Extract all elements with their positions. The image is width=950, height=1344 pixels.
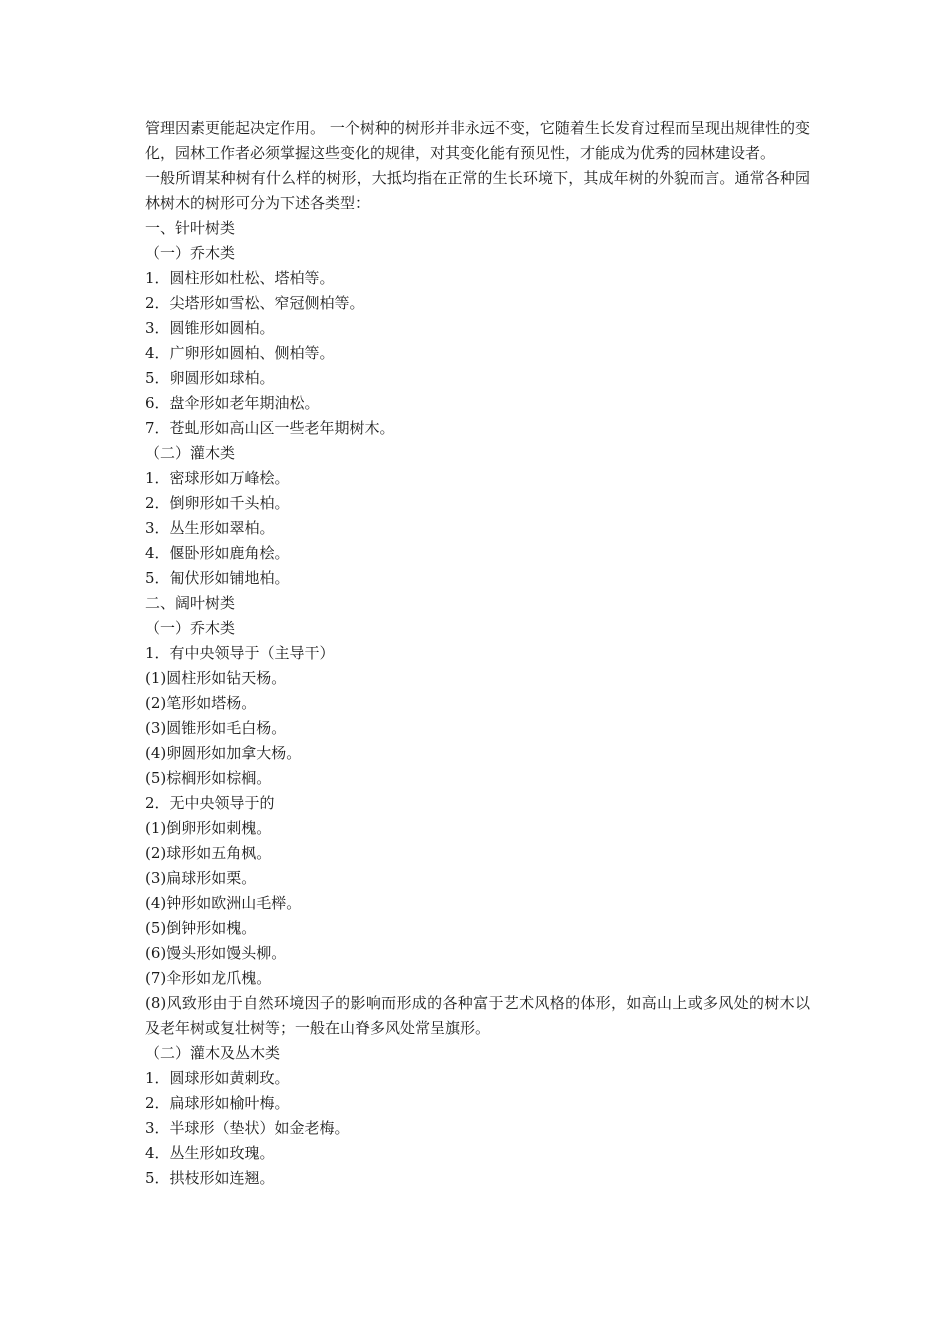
list-item: (1)倒卵形如刺槐。 xyxy=(145,819,272,837)
list-item: 1．圆柱形如杜松、塔柏等。 xyxy=(145,269,335,287)
list-item: 2．扁球形如榆叶梅。 xyxy=(145,1094,290,1112)
list-item: 4．偃卧形如鹿角桧。 xyxy=(145,544,290,562)
list-item: 5．卵圆形如球柏。 xyxy=(145,369,275,387)
list-item: 1．密球形如万峰桧。 xyxy=(145,469,290,487)
subheading-broadleaf-shrubs: （二）灌木及丛木类 xyxy=(145,1044,281,1062)
subheading-conifer-trees: （一）乔木类 xyxy=(145,244,236,262)
list-item: 2．尖塔形如雪松、窄冠侧柏等。 xyxy=(145,294,365,312)
list-item: 1．圆球形如黄刺玫。 xyxy=(145,1069,290,1087)
list-item: 6．盘伞形如老年期油松。 xyxy=(145,394,320,412)
document-page xyxy=(145,116,810,1191)
list-item: 7．苍虬形如高山区一些老年期树木。 xyxy=(145,419,395,437)
list-item: (3)圆锥形如毛白杨。 xyxy=(145,719,287,737)
list-item: 3．半球形（垫状）如金老梅。 xyxy=(145,1119,350,1137)
heading-broadleaf: 二、阔叶树类 xyxy=(145,594,236,612)
paragraph-general: 一般所谓某种树有什么样的树形，大抵均指在正常的生长环境下，其成年树的外貌而言。通常各种园林树木的树形可分为下述各类型： xyxy=(145,169,810,212)
list-item: (4)钟形如欧洲山毛榉。 xyxy=(145,894,302,912)
list-item: 2．倒卵形如千头柏。 xyxy=(145,494,290,512)
list-item: 5．匍伏形如铺地柏。 xyxy=(145,569,290,587)
list-item: (5)倒钟形如槐。 xyxy=(145,919,257,937)
subheading-broadleaf-trees: （一）乔木类 xyxy=(145,619,236,637)
list-item: 5．拱枝形如连翘。 xyxy=(145,1169,275,1187)
list-item: (5)棕榈形如棕榈。 xyxy=(145,769,272,787)
list-item: 4．广卵形如圆柏、侧柏等。 xyxy=(145,344,335,362)
heading-conifers: 一、针叶树类 xyxy=(145,219,236,237)
list-item: (2)球形如五角枫。 xyxy=(145,844,272,862)
list-item: (2)笔形如塔杨。 xyxy=(145,694,257,712)
list-item: (3)扁球形如栗。 xyxy=(145,869,257,887)
list-item: (7)伞形如龙爪槐。 xyxy=(145,969,272,987)
list-item: (1)圆柱形如钻天杨。 xyxy=(145,669,287,687)
subheading-without-leader: 2．无中央领导于的 xyxy=(145,794,275,812)
list-item: (4)卵圆形如加拿大杨。 xyxy=(145,744,302,762)
list-item: 3．圆锥形如圆柏。 xyxy=(145,319,275,337)
subheading-with-leader: 1．有中央领导于（主导干） xyxy=(145,644,335,662)
list-item: 4．丛生形如玫瑰。 xyxy=(145,1144,275,1162)
list-item: (6)馒头形如馒头柳。 xyxy=(145,944,287,962)
paragraph-wind-shaped: (8)风致形由于自然环境因子的影响而形成的各种富于艺术风格的体形，如高山上或多风处的树木以及老年树或复壮树等；一般在山脊多风处常呈旗形。 xyxy=(145,994,810,1037)
list-item: 3．丛生形如翠柏。 xyxy=(145,519,275,537)
paragraph-intro: 管理因素更能起决定作用。 一个树种的树形并非永远不变，它随着生长发育过程而呈现出规律性的变化，园林工作者必须掌握这些变化的规律，对其变化能有预见性，才能成为优秀的园林建设者。 xyxy=(145,119,810,162)
subheading-conifer-shrubs: （二）灌木类 xyxy=(145,444,236,462)
